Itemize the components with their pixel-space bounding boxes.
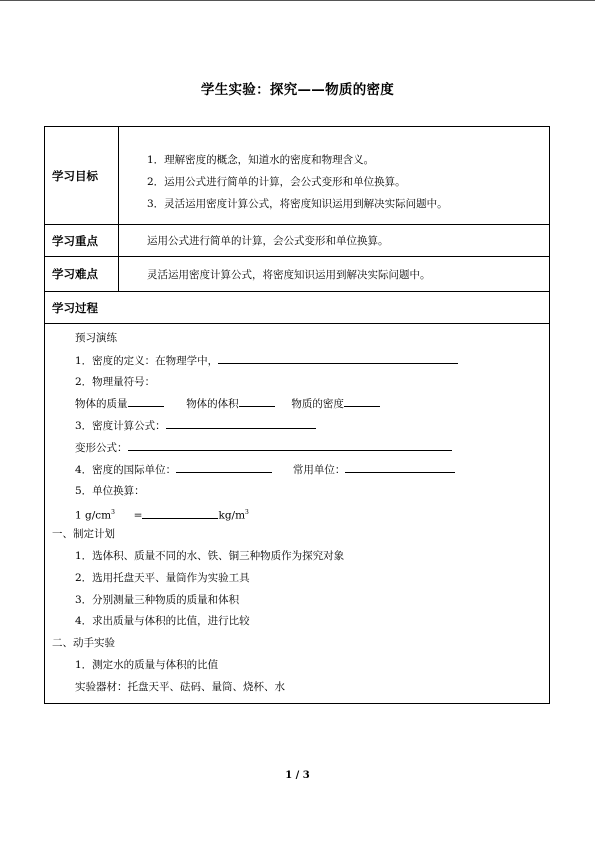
plan-item: 4．求出质量与体积的比值，进行比较 [75, 615, 250, 628]
page-number: 1 / 3 [285, 770, 310, 781]
process-content [45, 324, 549, 703]
conversion-prompt: 5．单位换算： [75, 484, 145, 497]
goals-content [119, 127, 549, 224]
conversion-unit: kg/m [218, 509, 246, 522]
density-label: 物质的密度 [291, 398, 344, 411]
experiment-title: 二、动手实验 [52, 637, 115, 650]
difficulties-text: 灵活运用密度计算公式，将密度知识运用到解决实际问题中。 [147, 268, 431, 281]
key-points-label: 学习重点 [45, 225, 119, 256]
process-label: 学习过程 [52, 300, 98, 315]
blank-line [142, 505, 218, 519]
density-definition-line [45, 350, 549, 372]
goals-label: 学习目标 [45, 127, 119, 224]
blank-line [128, 393, 164, 407]
symbols-prompt: 2．物理量符号： [75, 375, 156, 388]
goal-item: 1．理解密度的概念，知道水的密度和物理含义。 [147, 154, 375, 166]
density-definition-prompt: 1．密度的定义：在物理学中， [75, 354, 219, 367]
document-title: 学生实验：探究——物质的密度 [200, 82, 395, 98]
preview-title: 预习演练 [75, 332, 117, 344]
conversion-left: 1 g/cm [75, 509, 112, 522]
common-unit-prompt: 常用单位： [292, 463, 346, 476]
conversion-equals: = [133, 509, 143, 522]
goal-item: 3．灵活运用密度计算公式，将密度知识运用到解决实际问题中。 [147, 198, 448, 210]
difficulties-row [45, 257, 549, 292]
blank-line [176, 459, 272, 473]
page-top-rule [0, 0, 595, 1]
key-points-text: 运用公式进行简单的计算，会公式变形和单位换算。 [147, 235, 389, 247]
units-line [45, 459, 549, 481]
process-content-row [45, 324, 549, 703]
process-header-row [45, 292, 549, 324]
plan-item: 2．选用托盘天平、量筒作为实验工具 [75, 571, 250, 584]
formula-line [45, 415, 549, 437]
experiment-item: 1．测定水的质量与体积的比值 [75, 658, 219, 671]
goals-row [45, 127, 549, 225]
symbols-line [45, 393, 549, 415]
formula-prompt: 3．密度计算公式： [75, 420, 166, 433]
mass-label: 物体的质量 [75, 398, 128, 411]
blank-line [218, 350, 458, 364]
plan-title: 一、制定计划 [52, 528, 115, 541]
difficulties-label: 学习难点 [45, 257, 119, 291]
intl-unit-prompt: 4．密度的国际单位： [75, 463, 177, 476]
key-points-row [45, 225, 549, 257]
goal-item: 2．运用公式进行简单的计算，会公式变形和单位换算。 [147, 176, 406, 188]
plan-item: 3．分别测量三种物质的质量和体积 [75, 593, 240, 606]
blank-line [166, 415, 316, 429]
volume-label: 物体的体积 [186, 398, 239, 411]
blank-line [344, 393, 380, 407]
blank-line [128, 437, 452, 451]
conversion-unit-sup: 3 [245, 509, 249, 517]
equipment-line: 实验器材：托盘天平、砝码、量筒、烧杯、水 [75, 680, 285, 693]
conversion-line [45, 502, 549, 524]
transform-line [45, 437, 549, 459]
blank-line [345, 459, 455, 473]
plan-item: 1．选体积、质量不同的水、铁、铜三种物质作为探究对象 [75, 549, 345, 562]
blank-line [239, 393, 275, 407]
study-plan-table [44, 126, 550, 704]
transform-prompt: 变形公式： [75, 441, 128, 454]
conversion-left-sup: 3 [111, 509, 115, 517]
